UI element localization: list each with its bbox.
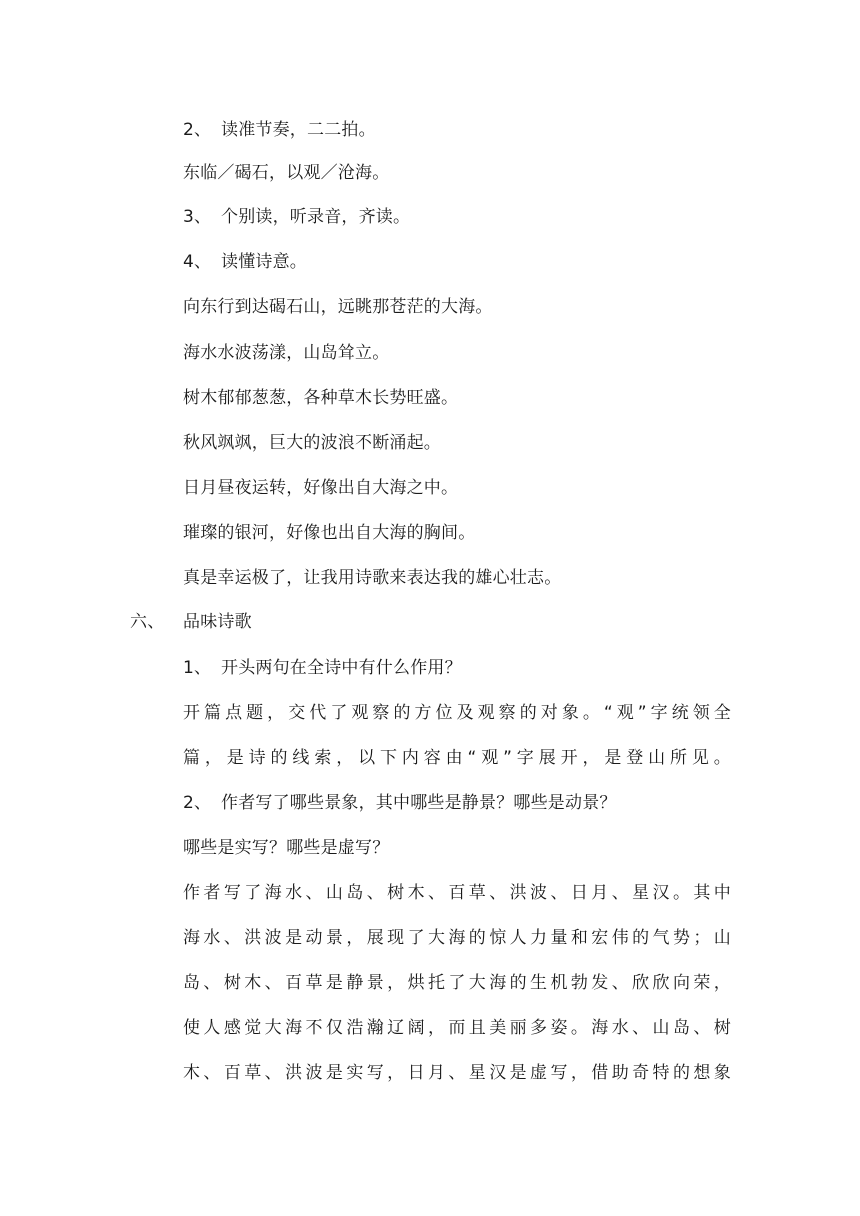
paragraph-text: 东临／碣石，以观／沧海。 bbox=[183, 163, 390, 183]
paragraph-text: 使人感觉大海不仅浩瀚辽阔，而且美丽多姿。海水、山岛、树 bbox=[183, 1018, 731, 1038]
list-number: 3、 bbox=[183, 207, 212, 227]
list-number: 4、 bbox=[183, 252, 212, 272]
list-text: 读准节奏，二二拍。 bbox=[221, 120, 376, 140]
translation-line-2 bbox=[183, 341, 389, 365]
list-number: 2、 bbox=[183, 120, 212, 140]
list-number: 2、 bbox=[183, 793, 212, 813]
paragraph-text: 璀璨的银河，好像也出自大海的胸间。 bbox=[183, 523, 476, 543]
paragraph-text: 秋风飒飒，巨大的波浪不断涌起。 bbox=[183, 433, 441, 453]
answer-1-line-1 bbox=[183, 701, 731, 725]
answer-2-line-4 bbox=[183, 1016, 731, 1040]
paragraph-text: 海水、洪波是动景，展现了大海的惊人力量和宏伟的气势；山 bbox=[183, 928, 731, 948]
list-text: 作者写了哪些景象，其中哪些是静景？哪些是动景？ bbox=[221, 793, 617, 813]
paragraph-text: 篇，是诗的线索，以下内容由“观”字展开，是登山所见。 bbox=[183, 748, 731, 768]
paragraph-text: 开篇点题，交代了观察的方位及观察的对象。“观”字统领全 bbox=[183, 703, 731, 723]
step-3-heading bbox=[183, 205, 410, 229]
step-2-heading bbox=[183, 118, 376, 142]
rhythm-example bbox=[183, 161, 389, 185]
translation-line-3 bbox=[183, 386, 458, 410]
answer-2-line-5 bbox=[183, 1061, 731, 1085]
list-number: 1、 bbox=[183, 658, 212, 678]
list-text: 开头两句在全诗中有什么作用？ bbox=[221, 658, 462, 678]
paragraph-text: 树木郁郁葱葱，各种草木长势旺盛。 bbox=[183, 388, 459, 408]
section-6-heading bbox=[130, 610, 252, 634]
paragraph-text: 真是幸运极了，让我用诗歌来表达我的雄心壮志。 bbox=[183, 568, 562, 588]
translation-line-7 bbox=[183, 566, 561, 590]
question-2 bbox=[183, 791, 617, 815]
step-4-heading bbox=[183, 250, 307, 274]
translation-line-5 bbox=[183, 476, 458, 500]
question-1 bbox=[183, 656, 462, 680]
list-text: 读懂诗意。 bbox=[221, 252, 307, 272]
answer-2-line-2 bbox=[183, 926, 731, 950]
list-text: 个别读，听录音，齐读。 bbox=[221, 207, 411, 227]
paragraph-text: 日月昼夜运转，好像出自大海之中。 bbox=[183, 478, 459, 498]
paragraph-text: 哪些是实写？哪些是虚写？ bbox=[183, 838, 390, 858]
translation-line-4 bbox=[183, 431, 441, 455]
paragraph-text: 岛、树木、百草是静景，烘托了大海的生机勃发、欣欣向荣， bbox=[183, 973, 731, 993]
paragraph-text: 作者写了海水、山岛、树木、百草、洪波、日月、星汉。其中 bbox=[183, 883, 731, 903]
paragraph-text: 海水水波荡漾，山岛耸立。 bbox=[183, 343, 390, 363]
answer-2-line-1 bbox=[183, 881, 731, 905]
translation-line-6 bbox=[183, 521, 475, 545]
paragraph-text: 向东行到达碣石山，远眺那苍茫的大海。 bbox=[183, 297, 493, 317]
section-title: 品味诗歌 bbox=[183, 612, 252, 632]
section-number: 六、 bbox=[130, 612, 165, 632]
paragraph-text: 木、百草、洪波是实写，日月、星汉是虚写，借助奇特的想象 bbox=[183, 1063, 731, 1083]
answer-2-line-3 bbox=[183, 971, 731, 995]
translation-line-1 bbox=[183, 295, 493, 319]
question-2-continued bbox=[183, 836, 389, 860]
answer-1-line-2 bbox=[183, 746, 731, 770]
